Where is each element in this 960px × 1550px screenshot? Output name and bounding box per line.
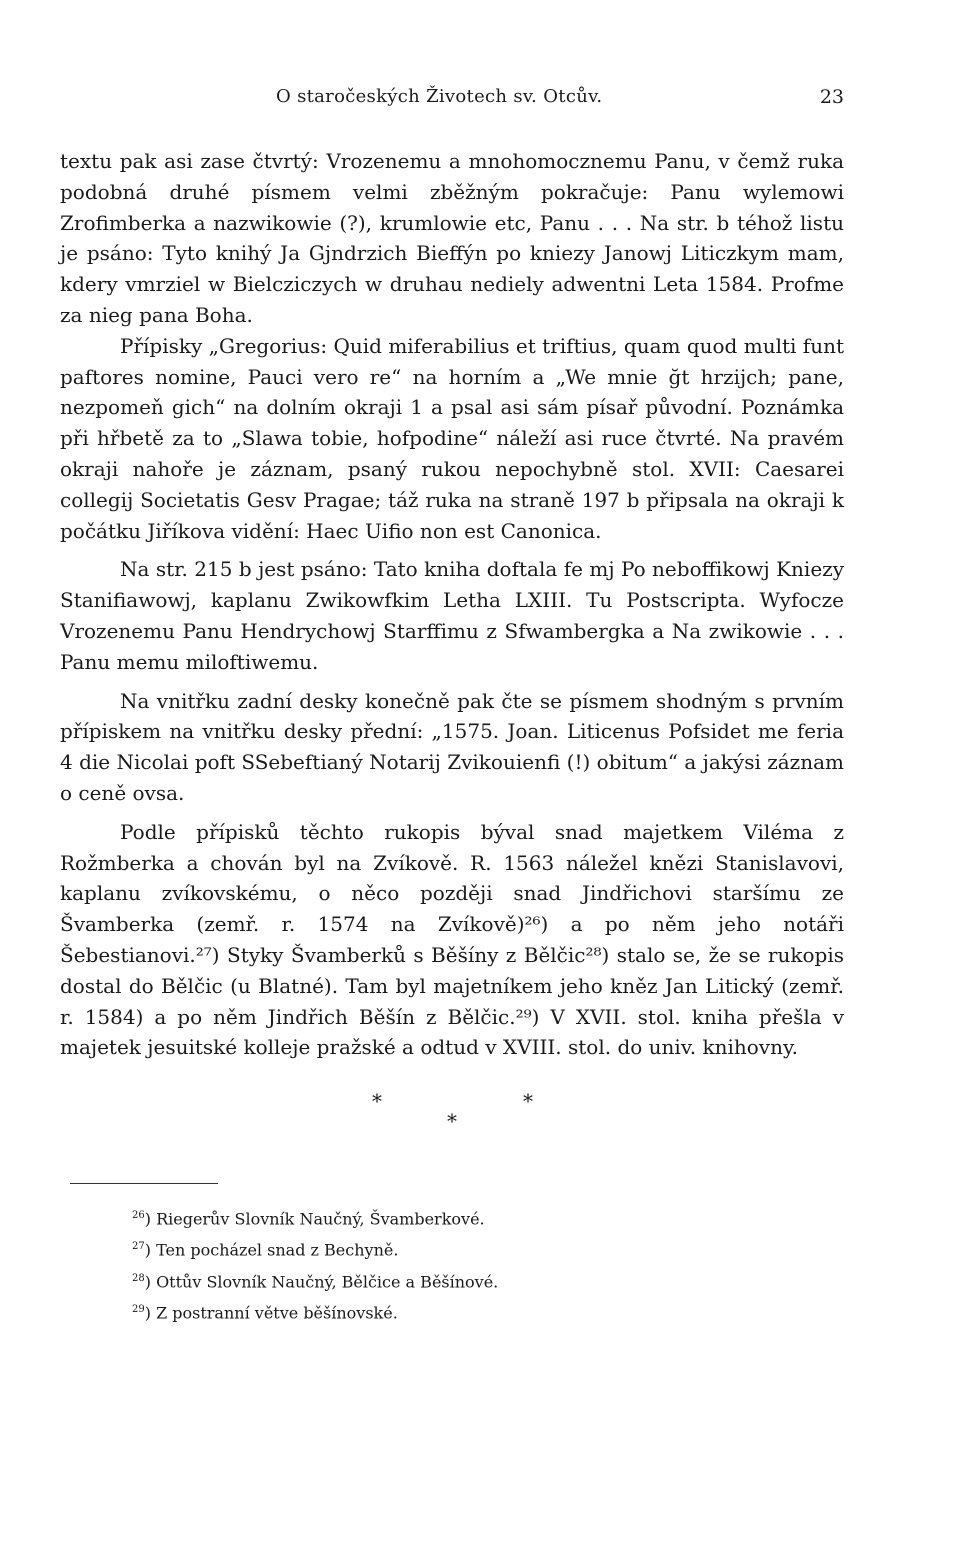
footnote: $^{27}$) Ten pocházel snad z Bechyně. (132, 1240, 399, 1260)
paragraph: Na vnitřku zadní desky konečně pak čte se písmem shodným s prvním přípiskem na vnitřku desky přední: „1575. Joan. Liticenus Pofsidet me feria 4 die Nicolai poft SSebeftianý Notarij Zvikouienfi (!) obitum“ a jakýsi záznam o ceně ovsa. (60, 688, 844, 805)
footnote-text: Riegerův Slovník Naučný, Švamberkové. (156, 1209, 485, 1229)
page (60, 86, 844, 1327)
paragraph: textu pak asi zase čtvrtý: Vrozenemu a mnohomocznemu Panu, v čemž ruka podobná druhé písmem velmi zběžným pokračuje: Panu wylemowi Zrofimberka a nazwikowie (?), krumlowie etc, Panu . . . Na str. b téhož listu je psáno: Tyto knihý Ja Gjndrzich Bieffýn po kniezy Janowj Liticzkym mam, kdery vmrziel w Bielcziczych w druhau nediely adwentni Leta 1584. Profme za nieg pana Boha. (60, 149, 844, 327)
footnote-mark: 29 (132, 1304, 145, 1316)
body-text (60, 146, 844, 1063)
running-head (60, 86, 844, 120)
footnote-mark: 26 (132, 1210, 145, 1222)
paragraph: Přípisky „Gregorius: Quid miferabilius et triftius, quam quod multi funt paftores nomine, Pauci vero re“ na horním a „We mnie ğt hrzijch; pane, nezpomeň gich“ na dolním okraji 1 a psal asi sám písař původní. Poznámka při hřbetě za to „Slawa tobie, hofpodine“ náleží asi ruce čtvrté. Na pravém okraji nahoře je záznam, psaný rukou nepochybně stol. XVII: Caesarei collegij Societatis Gesv Pragae; táž ruka na straně 197 b připsala na okraji k počátku Jiříkova vidění: Haec Uifio non est Canonica. (60, 333, 844, 543)
section-separator (60, 1089, 844, 1149)
page-number: 23 (819, 86, 844, 108)
separator-star-left: * (372, 1089, 382, 1114)
footnote: $^{26}$) Riegerův Slovník Naučný, Švamberkové. (132, 1209, 485, 1229)
footnote-text: Ottův Slovník Naučný, Bělčice a Běšínové. (156, 1272, 499, 1292)
footnote-text: Z postranní větve běšínovské. (156, 1303, 398, 1323)
footnote-mark: 27 (132, 1241, 145, 1253)
separator-star-bottom: * (447, 1109, 457, 1134)
paragraph: Na str. 215 b jest psáno: Tato kniha doftala fe mj Po neboffikowj Kniezy Stanifiawowj, kaplanu Zwikowfkim Letha LXIII. Tu Postscripta. Wyfocze Vrozenemu Panu Hendrychowj Starffimu z Sfwambergka a Na zwikowie . . . Panu memu miloftiwemu. (60, 557, 844, 674)
running-title: O staročeských Životech sv. Otcův. (276, 86, 603, 107)
separator-star-right: * (523, 1089, 533, 1114)
footnote-rule (70, 1183, 218, 1184)
paragraph: Podle přípisků těchto rukopis býval snad majetkem Viléma z Rožmberka a chován byl na Zvíkově. R. 1563 náležel knězi Stanislavovi, kaplanu zvíkovskému, o něco později snad Jindřichovi staršímu ze Švamberka (zemř. r. 1574 na Zvíkově)²⁶) a po něm jeho notáři Šebestianovi.²⁷) Styky Švamberků s Běšíny z Bělčic²⁸) stalo se, že se rukopis dostal do Bělčic (u Blatné). Tam byl majetníkem jeho kněz Jan Litický (zemř. r. 1584) a po něm Jindřich Běšín z Bělčic.²⁹) V XVII. stol. kniha přešla v majetek jesuitské kolleje pražské a odtud v XVIII. stol. do univ. knihovny. (60, 819, 844, 1060)
footnote: $^{28}$) Ottův Slovník Naučný, Bělčice a Běšínové. (132, 1272, 499, 1292)
footnote: $^{29}$) Z postranní větve běšínovské. (132, 1303, 398, 1323)
footnote-mark: 28 (132, 1272, 145, 1284)
footnote-text: Ten pocházel snad z Bechyně. (156, 1240, 399, 1260)
footnotes (132, 1202, 844, 1327)
